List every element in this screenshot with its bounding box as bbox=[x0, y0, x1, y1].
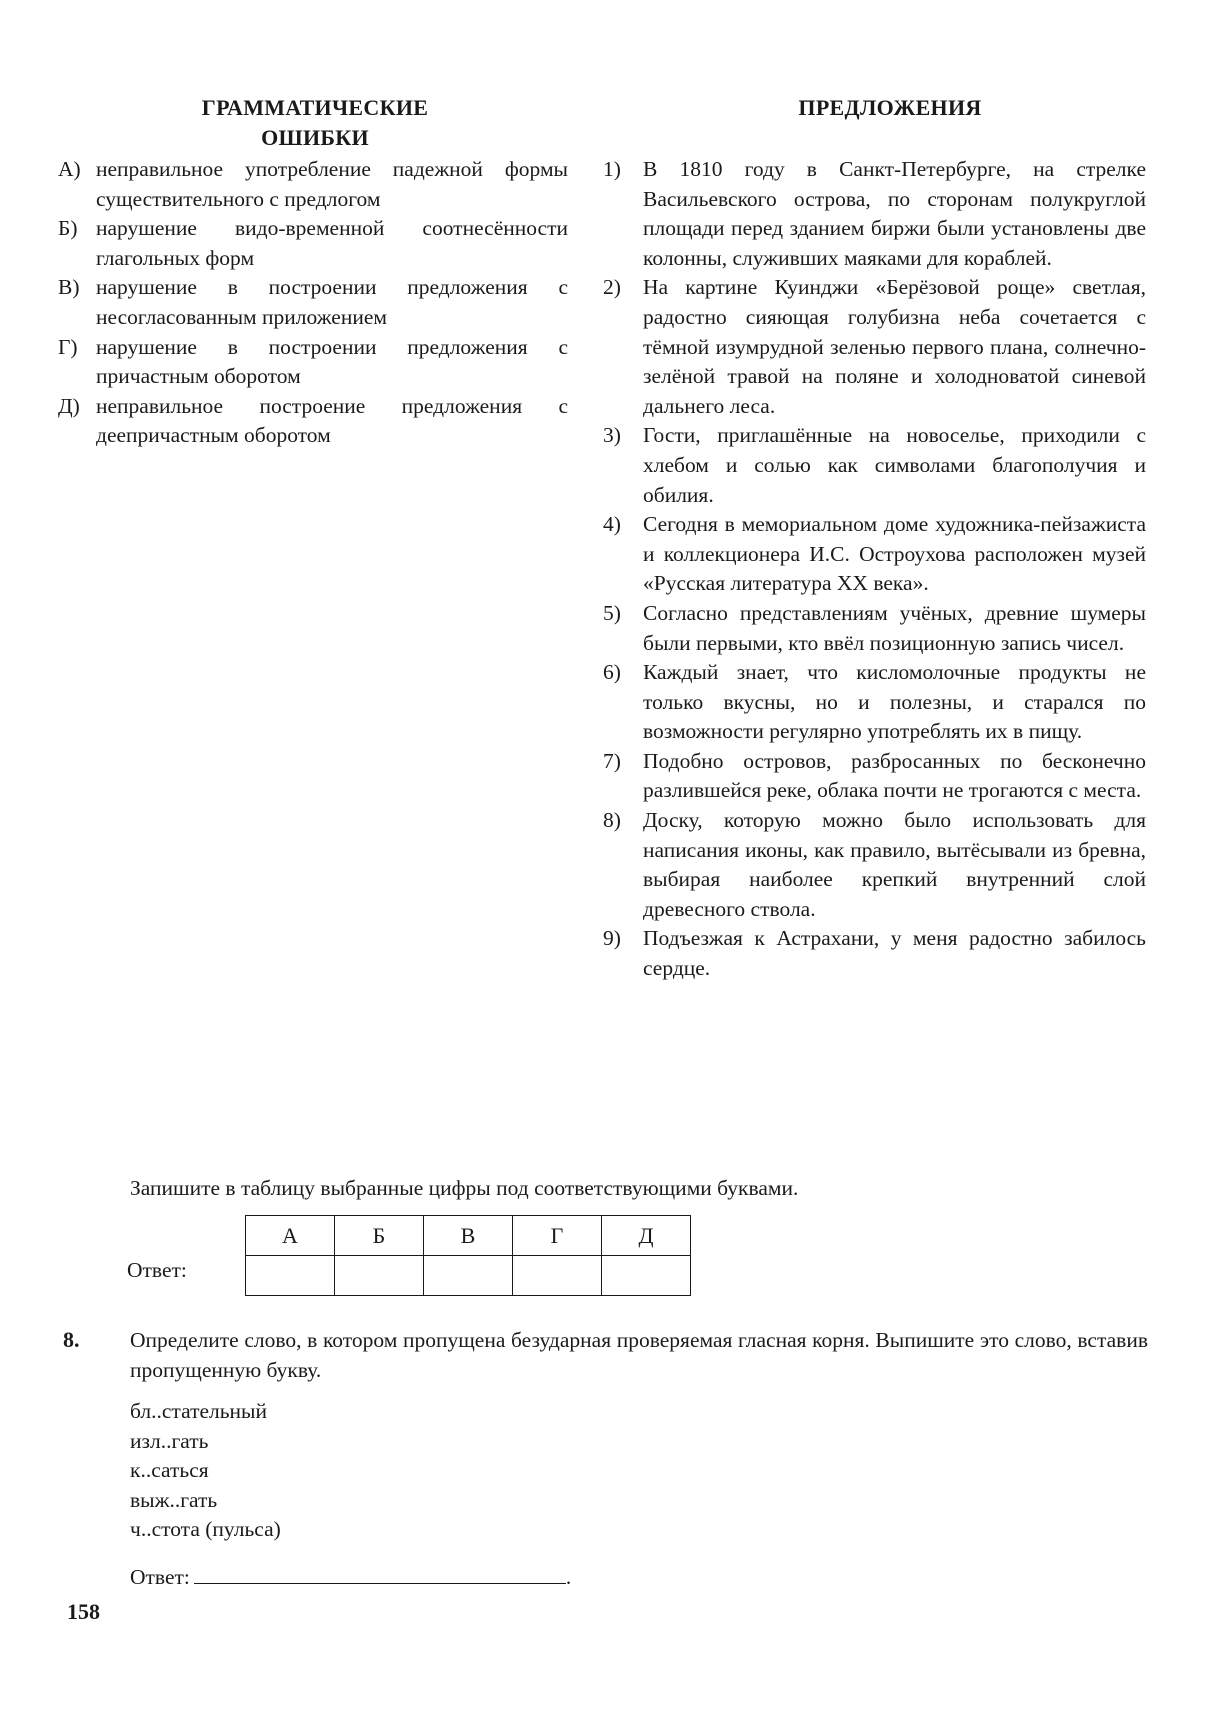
sentence-text: Подобно островов, разбросанных по бесконечно разлившейся реке, облака почти не трогаются с места. bbox=[643, 748, 1146, 803]
sentence-item bbox=[603, 421, 1146, 510]
sentence-item bbox=[603, 273, 1146, 421]
error-item bbox=[58, 392, 568, 451]
error-letter: А) bbox=[58, 157, 81, 181]
sentence-number: 3) bbox=[603, 423, 621, 448]
sentence-item bbox=[603, 924, 1146, 983]
page-number: 158 bbox=[67, 1599, 100, 1624]
answer-blank[interactable] bbox=[194, 1561, 566, 1584]
error-letter: В) bbox=[58, 275, 80, 300]
answer-cell-a[interactable] bbox=[246, 1256, 335, 1296]
sentence-text: Доску, которую можно было использовать для написания иконы, как правило, вытёсывали из бревна, выбирая наиболее крепкий внутренний слой древесного ствола. bbox=[643, 808, 1146, 921]
sentence-item bbox=[603, 658, 1146, 747]
answer-cell-g[interactable] bbox=[513, 1256, 602, 1296]
answer-cell-d[interactable] bbox=[602, 1256, 691, 1296]
sentence-item bbox=[603, 806, 1146, 924]
word-item: ч..стота (пульса) bbox=[130, 1517, 281, 1541]
word-item: бл..стательный bbox=[130, 1399, 267, 1423]
answer-table bbox=[245, 1215, 691, 1296]
error-letter: Б) bbox=[58, 216, 78, 241]
sentence-text: Гости, приглашённые на новоселье, приходили с хлебом и солью как символами благополучия и обилия. bbox=[643, 423, 1146, 507]
error-text: неправильное употребление падежной формы существительного с предлогом bbox=[96, 157, 568, 211]
error-item bbox=[58, 273, 568, 332]
sentence-text: Подъезжая к Астрахани, у меня радостно забилось сердце. bbox=[643, 926, 1146, 981]
word-item: изл..гать bbox=[130, 1428, 209, 1453]
sentence-number: 2) bbox=[603, 275, 621, 300]
sentence-number: 6) bbox=[603, 660, 621, 685]
answer-cell-b[interactable] bbox=[335, 1256, 424, 1296]
right-column-header: ПРЕДЛОЖЕНИЯ bbox=[798, 95, 982, 120]
sentence-number: 1) bbox=[603, 157, 621, 181]
error-text: нарушение в построении предложения с причастным оборотом bbox=[96, 334, 568, 389]
table-header-cell: В bbox=[424, 1216, 513, 1256]
sentence-number: 7) bbox=[603, 748, 621, 773]
table-instruction: Запишите в таблицу выбранные цифры под соответствующими буквами. bbox=[130, 1176, 799, 1200]
task-number: 8. bbox=[63, 1327, 80, 1352]
word-item: к..саться bbox=[130, 1458, 209, 1482]
sentence-number: 4) bbox=[603, 512, 621, 537]
word-item: выж..гать bbox=[130, 1487, 218, 1512]
error-letter: Г) bbox=[58, 334, 78, 359]
answer-table-input-row bbox=[246, 1256, 691, 1296]
answer-cell-v[interactable] bbox=[424, 1256, 513, 1296]
task8-answer-label: Ответ: bbox=[130, 1565, 190, 1589]
error-text: неправильное построение предложения с деепричастным оборотом bbox=[96, 393, 568, 448]
answer-table-header-row bbox=[246, 1216, 691, 1256]
sentence-item bbox=[603, 155, 1146, 273]
table-header-cell: Г bbox=[513, 1216, 602, 1256]
word-list bbox=[130, 1397, 281, 1545]
table-header-cell: Д bbox=[602, 1216, 691, 1256]
sentence-item bbox=[603, 510, 1146, 599]
sentence-text: В 1810 году в Санкт-Петербурге, на стрелке Васильевского острова, по сторонам полукруглой площади перед зданием биржи были установлены две колонны, служивших маяками для кораблей. bbox=[643, 157, 1146, 270]
error-text: нарушение видо-временной соотнесённости глагольных форм bbox=[96, 216, 568, 270]
sentence-number: 9) bbox=[603, 926, 621, 951]
error-letter: Д) bbox=[58, 393, 80, 418]
table-header-cell: Б bbox=[335, 1216, 424, 1256]
sentence-text: Сегодня в мемориальном доме художника-пейзажиста и коллекционера И.С. Остроухова расположен музей «Русская литература XX века». bbox=[643, 512, 1146, 596]
error-item bbox=[58, 214, 568, 273]
sentence-item bbox=[603, 599, 1146, 658]
sentence-item bbox=[603, 747, 1146, 806]
error-text: нарушение в построении предложения с несогласованным приложением bbox=[96, 275, 568, 329]
error-item bbox=[58, 155, 568, 214]
sentence-text: Каждый знает, что кисломолочные продукты не только вкусны, но и полезны, и старался по возможности регулярно употреблять их в пищу. bbox=[643, 660, 1146, 744]
sentences-list bbox=[603, 155, 1146, 984]
sentence-number: 8) bbox=[603, 808, 621, 833]
table-header-cell: А bbox=[246, 1216, 335, 1256]
answer-end-dot: . bbox=[565, 1565, 572, 1589]
sentence-text: Согласно представлениям учёных, древние шумеры были первыми, кто ввёл позиционную запись чисел. bbox=[643, 600, 1146, 655]
grammatical-errors-list bbox=[58, 155, 568, 451]
task-text: Определите слово, в котором пропущена безударная проверяемая гласная корня. Выпишите это слово, вставив пропущенную букву. bbox=[130, 1328, 1148, 1382]
answer-label: Ответ: bbox=[127, 1258, 187, 1282]
sentence-text: На картине Куинджи «Берёзовой роще» светлая, радостно сияющая голубизна неба сочетается с тёмной изумрудной зеленью первого плана, солнечно-зелёной травой на поляне и холодноватой синевой дальнего леса. bbox=[643, 275, 1146, 418]
task8-answer-line bbox=[130, 1561, 571, 1592]
left-column-header: ГРАММАТИЧЕСКИЕ ОШИБКИ bbox=[201, 95, 429, 150]
error-item bbox=[58, 333, 568, 392]
sentence-number: 5) bbox=[603, 600, 621, 625]
